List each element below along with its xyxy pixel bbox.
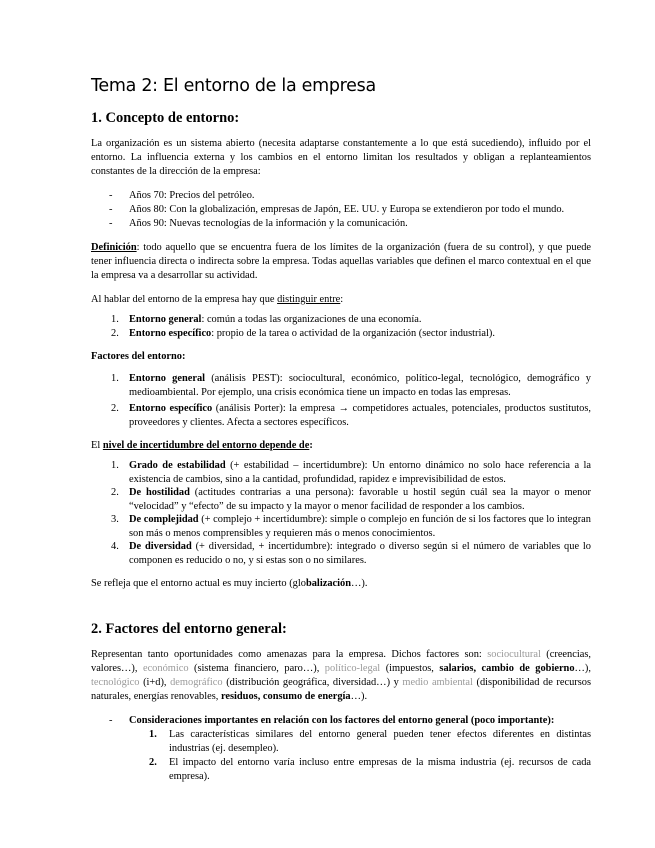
- considerations-block: [91, 714, 591, 784]
- factor-tecnologico: tecnológico: [91, 677, 140, 688]
- item-number: 2.: [111, 487, 119, 498]
- item-number: 1.: [149, 729, 157, 740]
- item-text: : común a todas las organizaciones de una economía.: [201, 314, 422, 325]
- closing-paragraph: [91, 577, 591, 591]
- item-text: (+ diversidad, + incertidumbre): integrado o diverso según si el número de variables que lo componen es reducido o no, y si estas son o no similares.: [129, 541, 591, 566]
- closing-text: Se refleja que el entorno actual es muy incierto (glo: [91, 578, 306, 589]
- item-text: (análisis PEST): sociocultural, económico, político-legal, tecnológico, demográfico y medioambiental. Por ejemplo, una crisis económica tiene un impacto en todas las empresas.: [129, 373, 591, 398]
- uncertainty-intro: [91, 439, 591, 453]
- definition-label: Definición: [91, 242, 137, 253]
- page-title: Tema 2: El entorno de la empresa: [91, 76, 376, 96]
- distinguish-colon: :: [340, 294, 344, 305]
- text-run: Representan tanto oportunidades como amenazas para la empresa. Dichos factores son:: [91, 649, 488, 660]
- item-text: (análisis Porter): la empresa → competidores actuales, potenciales, productos sustitutos, proveedores y clientes. Afecta a sectores específicos.: [129, 403, 592, 428]
- item-number: 3.: [111, 514, 119, 525]
- item-label: Entorno específico: [129, 327, 212, 339]
- list-item: - Años 80: Con la globalización, empresas de Japón, EE. UU. y Europa se extendieron por todo el mundo.: [91, 203, 591, 217]
- decades-list: [91, 189, 591, 231]
- list-item: - Años 90: Nuevas tecnologías de la información y la comunicación.: [91, 217, 591, 231]
- text-run: (impuestos,: [380, 663, 440, 674]
- factors-general-paragraph: [91, 648, 591, 704]
- entorno-types-list: [91, 313, 591, 340]
- text-run: (disponibilidad de recursos naturales, energías renovables,: [91, 677, 592, 702]
- item-number: 2.: [111, 327, 119, 339]
- list-item: [91, 313, 591, 327]
- list-item: - Años 70: Precios del petróleo.: [91, 189, 591, 203]
- considerations-heading: Consideraciones importantes en relación con los factores del entorno general (poco importante):: [129, 715, 555, 726]
- distinguish-paragraph: [91, 293, 591, 307]
- list-item: [91, 486, 591, 513]
- factors-heading: Factores del entorno:: [91, 351, 186, 362]
- item-text: (+ estabilidad – incertidumbre): Un entorno dinámico no solo hace referencia a la existencia de cambios, sino a la cantidad, profundidad, rapidez e imprevisibilidad de estos.: [129, 460, 592, 485]
- factor-medio-ambiental: medio ambiental: [402, 677, 473, 688]
- item-number: 1.: [111, 314, 119, 325]
- uncertainty-list: [91, 459, 591, 567]
- item-label: De diversidad: [129, 541, 192, 552]
- closing-end: …).: [350, 578, 368, 589]
- list-item: [91, 540, 591, 567]
- distinguish-underlined: distinguir entre: [277, 294, 341, 305]
- definition-text: : todo aquello que se encuentra fuera de los límites de la organización (fuera de su control), y que puede tener influencia directa o indirecta sobre la empresa. Todas aquellas variables que definen el marco contextual en el que la empresa va a desarrollar su actividad.: [91, 242, 591, 281]
- list-item: [91, 714, 591, 784]
- text-run: …),: [574, 663, 591, 674]
- section-1-heading: 1. Concepto de entorno:: [91, 110, 240, 126]
- distinguish-text: Al hablar del entorno de la empresa hay que: [91, 294, 278, 305]
- item-number: 1.: [111, 373, 119, 384]
- text-run: (distribución geográfica, diversidad…) y: [222, 677, 403, 688]
- item-number: 1.: [111, 460, 119, 471]
- text-run: (creencias, valores…),: [91, 649, 591, 674]
- factor-politico-legal: político-legal: [324, 663, 381, 674]
- item-text: El impacto del entorno varía incluso entre empresas de la misma industria (ej. recursos de cada empresa).: [169, 757, 591, 782]
- uncertainty-prefix: El: [91, 440, 103, 451]
- list-item: [91, 372, 591, 399]
- item-label: Grado de estabilidad: [129, 460, 226, 471]
- item-extra: “velocidad” y “efecto” de su impacto y la mayor o menor facilidad de responder a los cambios.: [129, 500, 525, 512]
- text-run: (sistema financiero, paro…),: [188, 663, 325, 674]
- text-run: …).: [350, 691, 368, 702]
- factor-demografico: demográfico: [170, 677, 223, 688]
- item-text: (+ complejo + incertidumbre): simple o complejo en función de si los factores que lo integran son más o menos comprensibles y requieren más o menos conocimientos.: [129, 514, 591, 539]
- uncertainty-underlined: nivel de incertidumbre del entorno depende de: [102, 440, 310, 451]
- uncertainty-colon: :: [309, 440, 313, 451]
- factor-sociocultural: sociocultural: [487, 649, 541, 660]
- bold-run: salarios, cambio de gobierno: [439, 663, 575, 674]
- item-text: Las características similares del entorno general pueden tener efectos diferentes en distintas industrias (ej. desempleo).: [169, 729, 591, 754]
- item-label: De complejidad: [129, 514, 199, 525]
- item-label: De hostilidad: [129, 487, 190, 498]
- item-label: Entorno específico: [129, 403, 213, 414]
- item-text: : propio de la tarea o actividad de la organización (sector industrial).: [211, 327, 495, 339]
- item-text: (actitudes contrarias a una persona): favorable u hostil según cuál sea la mayor o menor: [189, 487, 591, 498]
- item-number: 4.: [111, 541, 119, 552]
- list-item: [91, 327, 591, 341]
- item-label: Entorno general: [129, 314, 202, 325]
- item-number: 2.: [149, 757, 157, 768]
- text-run: (i+d),: [139, 677, 171, 688]
- list-item: [91, 459, 591, 486]
- section-2-heading: 2. Factores del entorno general:: [91, 621, 287, 637]
- definition-paragraph: [91, 241, 591, 283]
- list-item: [129, 756, 591, 784]
- bold-run: residuos, consumo de energía: [220, 691, 351, 702]
- considerations-list: [129, 728, 591, 784]
- factors-list: [91, 372, 591, 429]
- list-item: [129, 728, 591, 756]
- list-item: [91, 513, 591, 540]
- closing-bold: balización: [305, 578, 351, 589]
- item-label: Entorno general: [129, 373, 206, 384]
- factor-economico: económico: [142, 663, 189, 674]
- intro-paragraph: La organización es un sistema abierto (necesita adaptarse constantemente a lo que está sucediendo), influido por el entorno. La influencia externa y los cambios en el entorno limitan los resultados y obligan a replanteamientos constantes de la dirección de la empresa:: [91, 138, 591, 177]
- list-item: [91, 402, 591, 429]
- item-number: 2.: [111, 403, 119, 414]
